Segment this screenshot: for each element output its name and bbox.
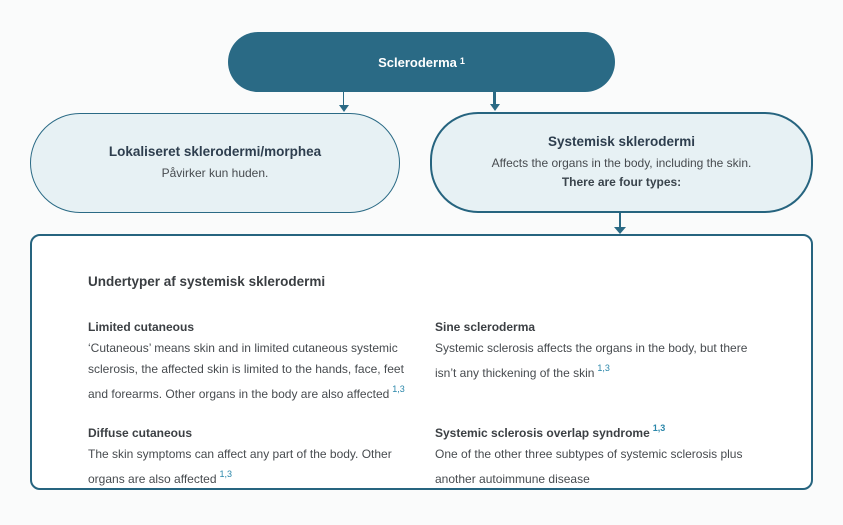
arrow-shaft [343, 92, 345, 105]
arrow-head-down-icon [614, 227, 626, 234]
reference-superscript: 1,3 [597, 363, 610, 373]
subtype-body: ‘Cutaneous’ means skin and in limited cutaneous systemic sclerosis, the affected skin is limited to the hands, face, feet and forearms. Other organs in the body are also affected $^{1,3}$ [88, 341, 405, 401]
subtypes-grid [88, 313, 781, 490]
root-node-title: Scleroderma [378, 54, 457, 70]
subtypes-panel [30, 234, 813, 490]
subtype-title: Diffuse cutaneous [88, 426, 193, 440]
connector-arrow-subtypes [614, 213, 626, 234]
connector-arrow-left [338, 92, 349, 112]
node-localized-scleroderma [30, 113, 400, 213]
reference-superscript: 1,3 [392, 384, 405, 394]
arrow-head-down-icon [490, 104, 500, 111]
subtype-title: Sine scleroderma [435, 320, 536, 334]
root-node-scleroderma [228, 32, 615, 92]
subtype-limited-cutaneous [88, 313, 435, 405]
subtype-overlap-syndrome [435, 419, 781, 490]
arrow-shaft [493, 92, 496, 104]
connector-arrow-right [489, 92, 500, 111]
subtype-title: Systemic sclerosis overlap syndrome $^{1,3}$ [435, 423, 666, 440]
subtype-sine-scleroderma [435, 313, 781, 405]
arrow-shaft [619, 213, 621, 227]
subtype-body: Systemic sclerosis affects the organs in the body, but there isn’t any thickening of the skin $^{1,3}$ [435, 341, 748, 380]
subtype-body: The skin symptoms can affect any part of the body. Other organs are also affected $^{1,3}$ [88, 447, 392, 486]
subtype-body: One of the other three subtypes of systemic sclerosis plus another autoimmune disease [435, 447, 743, 486]
node-systemic-scleroderma [430, 112, 813, 213]
subtype-title: Limited cutaneous [88, 320, 195, 334]
node-description-bold: There are four types: [561, 175, 682, 189]
subtype-diffuse-cutaneous [88, 419, 435, 490]
node-description: Affects the organs in the body, including the skin. [491, 156, 752, 170]
arrow-head-down-icon [339, 105, 349, 112]
node-title: Lokaliseret sklerodermi/morphea [108, 144, 322, 159]
node-description: Påvirker kun huden. [161, 166, 269, 180]
node-title: Systemisk sklerodermi [547, 134, 696, 149]
reference-superscript: 1,3 [652, 423, 666, 433]
panel-heading: Undertyper af systemisk sklerodermi [88, 274, 326, 289]
reference-superscript: 1 [459, 56, 465, 66]
reference-superscript: 1,3 [219, 469, 233, 479]
